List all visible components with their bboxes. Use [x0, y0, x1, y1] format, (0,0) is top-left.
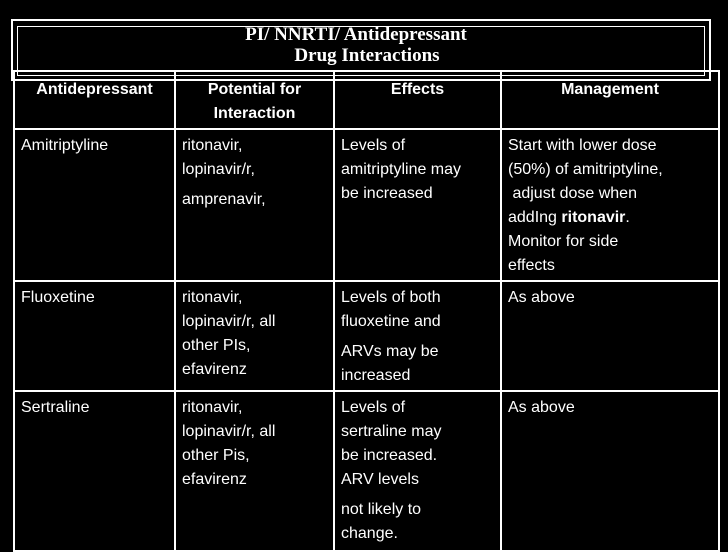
text-line: Monitor for side	[508, 233, 619, 250]
cell-potential	[175, 391, 334, 551]
text-line: increased	[341, 367, 411, 384]
header-effects: Effects	[334, 71, 501, 129]
text-line: lopinavir/r,	[182, 161, 255, 178]
cell-drug: Sertraline	[14, 391, 175, 551]
text-line: Levels of both	[341, 289, 441, 306]
cell-drug: Fluoxetine	[14, 281, 175, 391]
header-potential-line2: Interaction	[213, 105, 296, 122]
text-line: lopinavir/r, all	[182, 313, 276, 330]
text-line: be increased.	[341, 447, 438, 464]
text-line: sertraline may	[341, 423, 442, 440]
text-line: adjust dose when	[508, 185, 637, 202]
text-fragment: addIng	[508, 209, 562, 226]
text-line: lopinavir/r, all	[182, 423, 276, 440]
cell-management	[501, 129, 719, 281]
text-line: not likely to	[341, 501, 422, 518]
interactions-table	[13, 70, 720, 552]
text-line-with-bold	[508, 206, 712, 230]
cell-effects	[334, 129, 501, 281]
cell-effects	[334, 281, 501, 391]
cell-potential	[175, 129, 334, 281]
header-potential-line1: Potential for	[207, 81, 302, 98]
cell-drug: Amitriptyline	[14, 129, 175, 281]
title-line-1: PI/ NNRTI/ Antidepressant	[245, 24, 467, 45]
text-line: Levels of	[341, 137, 406, 154]
text-line: ritonavir,	[182, 289, 243, 306]
table-row	[14, 129, 719, 281]
text-line: amprenavir,	[182, 191, 266, 208]
header-antidepressant: Antidepressant	[14, 71, 175, 129]
header-management: Management	[501, 71, 719, 129]
text-line: change.	[341, 525, 398, 542]
text-line: ARV levels	[341, 471, 419, 488]
text-line: ritonavir,	[182, 137, 243, 154]
table-row	[14, 391, 719, 551]
text-line: efavirenz	[182, 361, 247, 378]
cell-potential	[175, 281, 334, 391]
text-line: Levels of	[341, 399, 406, 416]
header-row	[14, 71, 719, 129]
text-line: (50%) of amitriptyline,	[508, 161, 663, 178]
text-line: other Pis,	[182, 447, 250, 464]
text-fragment: .	[625, 209, 630, 226]
text-line: ritonavir,	[182, 399, 243, 416]
text-line: efavirenz	[182, 471, 247, 488]
text-line: be increased	[341, 185, 433, 202]
cell-effects	[334, 391, 501, 551]
text-line: other PIs,	[182, 337, 251, 354]
bold-drug-name: ritonavir	[561, 209, 626, 226]
header-potential	[175, 71, 334, 129]
cell-management: As above	[501, 281, 719, 391]
text-line: fluoxetine and	[341, 313, 441, 330]
text-line: amitriptyline may	[341, 161, 462, 178]
text-line: ARVs may be	[341, 343, 439, 360]
text-line: Start with lower dose	[508, 137, 657, 154]
text-line: effects	[508, 257, 555, 274]
slide-title	[0, 24, 728, 66]
cell-management: As above	[501, 391, 719, 551]
title-line-2: Drug Interactions	[294, 45, 440, 66]
table-row	[14, 281, 719, 391]
